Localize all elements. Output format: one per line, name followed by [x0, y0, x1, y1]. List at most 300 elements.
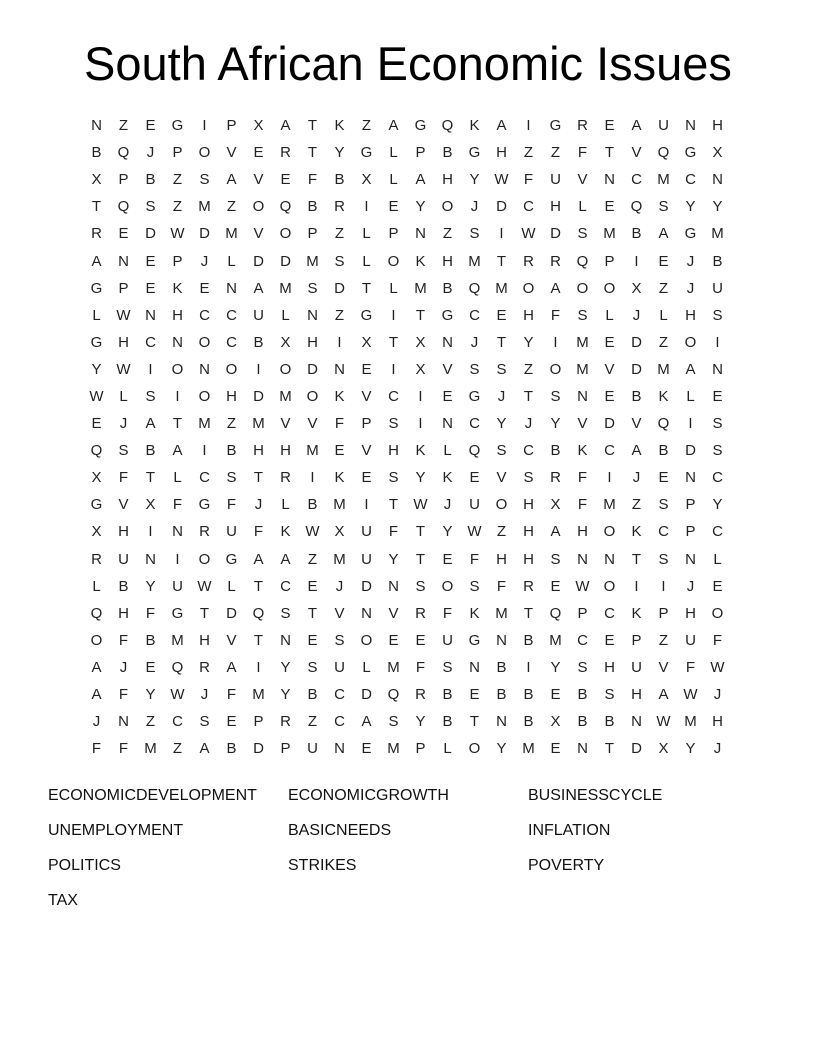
grid-letter: E	[604, 387, 615, 405]
grid-letter: N	[145, 306, 156, 324]
grid-letter: B	[523, 686, 534, 704]
grid-letter: P	[253, 713, 264, 731]
grid-letter: E	[712, 577, 723, 595]
grid-letter: S	[712, 306, 723, 324]
grid-letter: A	[253, 550, 264, 568]
grid-letter: W	[494, 171, 509, 189]
grid-letter: M	[576, 360, 589, 378]
grid-letter: D	[631, 740, 642, 758]
grid-letter: S	[334, 252, 345, 270]
grid-row	[83, 275, 731, 302]
grid-letter: G	[414, 117, 427, 135]
grid-letter: L	[362, 225, 371, 243]
grid-letter: P	[118, 279, 129, 297]
grid-letter: T	[496, 333, 507, 351]
grid-letter: B	[442, 686, 453, 704]
grid-letter: I	[391, 306, 396, 324]
grid-letter: M	[225, 225, 238, 243]
grid-letter: Y	[442, 523, 453, 541]
grid-letter: L	[281, 306, 290, 324]
grid-letter: E	[91, 415, 102, 433]
grid-letter: B	[307, 686, 318, 704]
grid-letter: H	[388, 442, 399, 460]
grid-letter: O	[495, 496, 508, 514]
grid-letter: M	[549, 631, 562, 649]
grid-letter: B	[577, 713, 588, 731]
word-list	[48, 778, 768, 918]
grid-letter: S	[469, 225, 480, 243]
grid-letter: C	[280, 577, 291, 595]
grid-letter: Q	[387, 686, 400, 704]
grid-letter: Y	[415, 469, 426, 487]
grid-letter: C	[712, 469, 723, 487]
grid-row	[83, 437, 731, 464]
grid-letter: S	[388, 469, 399, 487]
grid-letter: E	[550, 577, 561, 595]
grid-letter: M	[711, 225, 724, 243]
grid-letter: I	[364, 198, 369, 216]
grid-letter: M	[144, 740, 157, 758]
grid-letter: P	[388, 225, 399, 243]
grid-letter: I	[418, 387, 423, 405]
grid-letter: I	[661, 577, 666, 595]
grid-letter: U	[334, 658, 345, 676]
grid-letter: H	[280, 442, 291, 460]
grid-letter: N	[442, 333, 453, 351]
grid-letter: S	[577, 225, 588, 243]
grid-letter: E	[307, 577, 318, 595]
grid-letter: D	[253, 740, 264, 758]
grid-letter: E	[469, 686, 480, 704]
grid-letter: M	[333, 496, 346, 514]
grid-letter: P	[172, 144, 183, 162]
grid-letter: K	[415, 252, 426, 270]
grid-letter: S	[523, 469, 534, 487]
grid-letter: A	[361, 713, 372, 731]
grid-letter: V	[226, 144, 237, 162]
grid-letter: B	[334, 171, 345, 189]
grid-letter: V	[118, 496, 129, 514]
grid-letter: I	[148, 523, 153, 541]
grid-letter: Z	[118, 117, 129, 135]
grid-letter: F	[685, 658, 696, 676]
grid-letter: I	[148, 360, 153, 378]
grid-letter: K	[658, 387, 669, 405]
grid-letter: A	[253, 279, 264, 297]
grid-letter: G	[171, 117, 184, 135]
grid-letter: T	[172, 415, 183, 433]
grid-letter: J	[632, 306, 641, 324]
grid-letter: F	[577, 469, 588, 487]
grid-letter: J	[146, 144, 155, 162]
grid-letter: Y	[496, 740, 507, 758]
grid-letter: Z	[172, 198, 183, 216]
grid-letter: X	[334, 523, 345, 541]
grid-letter: Y	[415, 198, 426, 216]
grid-letter: M	[333, 550, 346, 568]
grid-letter: I	[256, 360, 261, 378]
grid-letter: H	[577, 523, 588, 541]
grid-letter: E	[361, 360, 372, 378]
grid-letter: O	[90, 631, 103, 649]
grid-letter: Y	[685, 198, 696, 216]
grid-letter: S	[334, 631, 345, 649]
grid-letter: L	[389, 171, 398, 189]
grid-letter: K	[280, 523, 291, 541]
grid-letter: M	[279, 279, 292, 297]
grid-letter: V	[631, 415, 642, 433]
grid-letter: I	[175, 387, 180, 405]
grid-letter: R	[334, 198, 345, 216]
grid-letter: B	[226, 740, 237, 758]
grid-letter: L	[227, 577, 236, 595]
grid-letter: M	[252, 686, 265, 704]
grid-letter: Z	[658, 631, 669, 649]
grid-letter: T	[145, 469, 156, 487]
grid-letter: U	[361, 523, 372, 541]
grid-letter: Y	[550, 658, 561, 676]
grid-letter: H	[685, 306, 696, 324]
grid-letter: O	[306, 387, 319, 405]
grid-letter: X	[91, 171, 102, 189]
grid-letter: S	[415, 577, 426, 595]
grid-letter: G	[468, 631, 481, 649]
grid-letter: Q	[441, 117, 454, 135]
grid-letter: V	[577, 415, 588, 433]
grid-letter: L	[659, 306, 668, 324]
grid-letter: B	[226, 442, 237, 460]
grid-letter: C	[469, 415, 480, 433]
grid-letter: N	[712, 171, 723, 189]
grid-letter: J	[470, 198, 479, 216]
grid-letter: D	[685, 442, 696, 460]
grid-letter: B	[307, 496, 318, 514]
grid-letter: A	[658, 225, 669, 243]
grid-letter: Y	[91, 360, 102, 378]
grid-row	[83, 573, 731, 600]
grid-letter: A	[631, 442, 642, 460]
grid-letter: R	[550, 469, 561, 487]
grid-letter: S	[307, 658, 318, 676]
word-list-item: BASICNEEDS	[288, 822, 392, 839]
grid-letter: S	[604, 686, 615, 704]
grid-letter: M	[387, 658, 400, 676]
grid-letter: E	[253, 144, 264, 162]
grid-row	[83, 491, 731, 518]
grid-letter: D	[253, 252, 264, 270]
grid-letter: Q	[468, 279, 481, 297]
grid-letter: T	[307, 144, 318, 162]
grid-letter: E	[604, 198, 615, 216]
grid-letter: E	[361, 469, 372, 487]
grid-letter: O	[360, 631, 373, 649]
grid-letter: H	[496, 144, 507, 162]
grid-letter: S	[280, 604, 291, 622]
grid-letter: W	[575, 577, 590, 595]
grid-letter: V	[361, 387, 372, 405]
grid-letter: N	[118, 713, 129, 731]
grid-letter: C	[226, 306, 237, 324]
grid-letter: Q	[576, 252, 589, 270]
grid-letter: E	[226, 713, 237, 731]
grid-letter: O	[198, 550, 211, 568]
grid-letter: U	[442, 631, 453, 649]
grid-letter: T	[361, 279, 372, 297]
grid-letter: L	[281, 496, 290, 514]
grid-letter: Y	[388, 550, 399, 568]
grid-letter: T	[415, 306, 426, 324]
grid-letter: R	[523, 577, 534, 595]
grid-letter: F	[118, 740, 129, 758]
word-list-item: UNEMPLOYMENT	[48, 822, 184, 839]
grid-letter: I	[499, 225, 504, 243]
grid-letter: O	[198, 387, 211, 405]
grid-letter: S	[712, 442, 723, 460]
grid-letter: H	[118, 333, 129, 351]
grid-letter: C	[172, 713, 183, 731]
grid-letter: S	[550, 550, 561, 568]
grid-letter: I	[418, 415, 423, 433]
grid-letter: F	[226, 686, 237, 704]
word-list-item: POLITICS	[48, 857, 121, 874]
grid-letter: C	[199, 469, 210, 487]
grid-letter: Y	[469, 171, 480, 189]
word-list-item: BUSINESSCYCLE	[528, 787, 663, 804]
grid-letter: Y	[712, 496, 723, 514]
grid-letter: N	[496, 713, 507, 731]
grid-letter: S	[550, 387, 561, 405]
grid-letter: H	[172, 306, 183, 324]
grid-letter: J	[524, 415, 533, 433]
grid-letter: U	[118, 550, 129, 568]
grid-letter: E	[415, 631, 426, 649]
grid-letter: K	[172, 279, 183, 297]
grid-letter: P	[604, 252, 615, 270]
grid-letter: O	[387, 252, 400, 270]
grid-letter: X	[253, 117, 264, 135]
grid-letter: P	[307, 225, 318, 243]
grid-letter: J	[713, 686, 722, 704]
grid-letter: X	[91, 523, 102, 541]
grid-letter: G	[468, 387, 481, 405]
grid-letter: Q	[549, 604, 562, 622]
grid-letter: Z	[496, 523, 507, 541]
grid-letter: N	[469, 658, 480, 676]
word-list-item: ECONOMICDEVELOPMENT	[48, 787, 257, 804]
grid-letter: N	[604, 550, 615, 568]
grid-letter: P	[280, 740, 291, 758]
grid-letter: K	[334, 117, 345, 135]
grid-letter: N	[334, 740, 345, 758]
grid-letter: Q	[117, 198, 130, 216]
grid-row	[83, 627, 731, 654]
grid-letter: R	[523, 252, 534, 270]
grid-letter: U	[685, 631, 696, 649]
grid-letter: A	[685, 360, 696, 378]
grid-letter: Y	[334, 144, 345, 162]
grid-letter: J	[119, 658, 128, 676]
grid-letter: F	[469, 550, 480, 568]
grid-letter: A	[280, 550, 291, 568]
grid-letter: A	[415, 171, 426, 189]
grid-letter: D	[334, 279, 345, 297]
grid-letter: O	[711, 604, 724, 622]
grid-letter: N	[280, 631, 291, 649]
grid-letter: S	[712, 415, 723, 433]
grid-letter: U	[361, 550, 372, 568]
grid-letter: C	[604, 442, 615, 460]
grid-letter: A	[280, 117, 291, 135]
grid-letter: J	[200, 252, 209, 270]
grid-letter: O	[522, 279, 535, 297]
grid-row	[83, 112, 731, 139]
grid-letter: N	[361, 604, 372, 622]
grid-letter: U	[307, 740, 318, 758]
grid-letter: W	[89, 387, 104, 405]
grid-letter: N	[685, 117, 696, 135]
word-list-item: TAX	[48, 892, 78, 909]
grid-letter: U	[658, 117, 669, 135]
grid-letter: L	[92, 577, 101, 595]
grid-letter: B	[496, 658, 507, 676]
grid-letter: O	[225, 360, 238, 378]
letter-grid	[83, 112, 731, 762]
grid-row	[83, 518, 731, 545]
grid-letter: J	[200, 686, 209, 704]
grid-letter: O	[549, 360, 562, 378]
grid-row	[83, 139, 731, 166]
grid-row	[83, 464, 731, 491]
grid-letter: L	[389, 144, 398, 162]
grid-letter: H	[118, 604, 129, 622]
grid-letter: X	[361, 333, 372, 351]
grid-letter: W	[305, 523, 320, 541]
grid-letter: G	[90, 279, 103, 297]
grid-letter: C	[334, 686, 345, 704]
grid-letter: A	[226, 658, 237, 676]
grid-letter: F	[577, 144, 588, 162]
grid-letter: F	[712, 631, 723, 649]
grid-letter: C	[712, 523, 723, 541]
grid-letter: T	[307, 604, 318, 622]
grid-letter: S	[496, 360, 507, 378]
grid-letter: H	[253, 442, 264, 460]
grid-letter: E	[388, 631, 399, 649]
grid-letter: D	[631, 360, 642, 378]
grid-letter: H	[685, 604, 696, 622]
grid-letter: E	[469, 469, 480, 487]
grid-letter: I	[310, 469, 315, 487]
grid-letter: J	[443, 496, 452, 514]
grid-letter: M	[603, 496, 616, 514]
grid-letter: N	[685, 550, 696, 568]
grid-letter: E	[550, 686, 561, 704]
grid-letter: B	[631, 225, 642, 243]
grid-letter: W	[413, 496, 428, 514]
grid-letter: A	[631, 117, 642, 135]
grid-letter: W	[170, 686, 185, 704]
grid-letter: F	[145, 604, 156, 622]
grid-letter: G	[198, 496, 211, 514]
grid-letter: T	[253, 631, 264, 649]
grid-letter: S	[658, 496, 669, 514]
grid-letter: G	[684, 144, 697, 162]
grid-letter: T	[91, 198, 102, 216]
grid-letter: K	[469, 117, 480, 135]
grid-letter: Z	[523, 144, 534, 162]
grid-row	[83, 247, 731, 274]
grid-letter: H	[604, 658, 615, 676]
grid-letter: C	[631, 171, 642, 189]
grid-letter: A	[172, 442, 183, 460]
grid-letter: R	[199, 658, 210, 676]
grid-letter: M	[414, 279, 427, 297]
grid-letter: M	[387, 740, 400, 758]
grid-letter: G	[360, 144, 373, 162]
grid-letter: L	[713, 550, 722, 568]
grid-letter: V	[226, 631, 237, 649]
grid-letter: B	[442, 144, 453, 162]
grid-letter: E	[307, 631, 318, 649]
grid-letter: G	[360, 306, 373, 324]
grid-letter: D	[226, 604, 237, 622]
grid-letter: E	[712, 387, 723, 405]
grid-letter: B	[145, 631, 156, 649]
grid-row	[83, 329, 731, 356]
grid-letter: P	[685, 523, 696, 541]
grid-letter: C	[523, 442, 534, 460]
grid-letter: Z	[442, 225, 453, 243]
word-list-item: INFLATION	[528, 822, 611, 839]
grid-letter: H	[631, 686, 642, 704]
grid-letter: E	[550, 740, 561, 758]
grid-letter: J	[92, 713, 101, 731]
grid-letter: X	[712, 144, 723, 162]
grid-letter: F	[523, 171, 534, 189]
grid-letter: G	[549, 117, 562, 135]
grid-letter: G	[90, 333, 103, 351]
grid-letter: R	[415, 686, 426, 704]
grid-letter: I	[715, 333, 720, 351]
grid-letter: Y	[280, 658, 291, 676]
grid-letter: X	[415, 360, 426, 378]
grid-letter: Y	[496, 415, 507, 433]
grid-letter: N	[334, 360, 345, 378]
grid-letter: F	[334, 415, 345, 433]
grid-letter: F	[91, 740, 102, 758]
grid-letter: C	[658, 523, 669, 541]
grid-letter: L	[92, 306, 101, 324]
grid-letter: X	[361, 171, 372, 189]
grid-letter: S	[496, 442, 507, 460]
grid-letter: T	[604, 144, 615, 162]
word-list-item: ECONOMICGROWTH	[288, 787, 449, 804]
grid-letter: U	[550, 171, 561, 189]
grid-letter: N	[307, 306, 318, 324]
grid-letter: X	[145, 496, 156, 514]
grid-letter: T	[388, 333, 399, 351]
grid-letter: J	[686, 577, 695, 595]
grid-letter: B	[523, 631, 534, 649]
grid-letter: B	[145, 442, 156, 460]
grid-letter: G	[225, 550, 238, 568]
grid-letter: Z	[307, 550, 318, 568]
grid-letter: D	[550, 225, 561, 243]
grid-letter: T	[253, 577, 264, 595]
grid-letter: R	[280, 144, 291, 162]
grid-letter: S	[307, 279, 318, 297]
grid-letter: U	[469, 496, 480, 514]
